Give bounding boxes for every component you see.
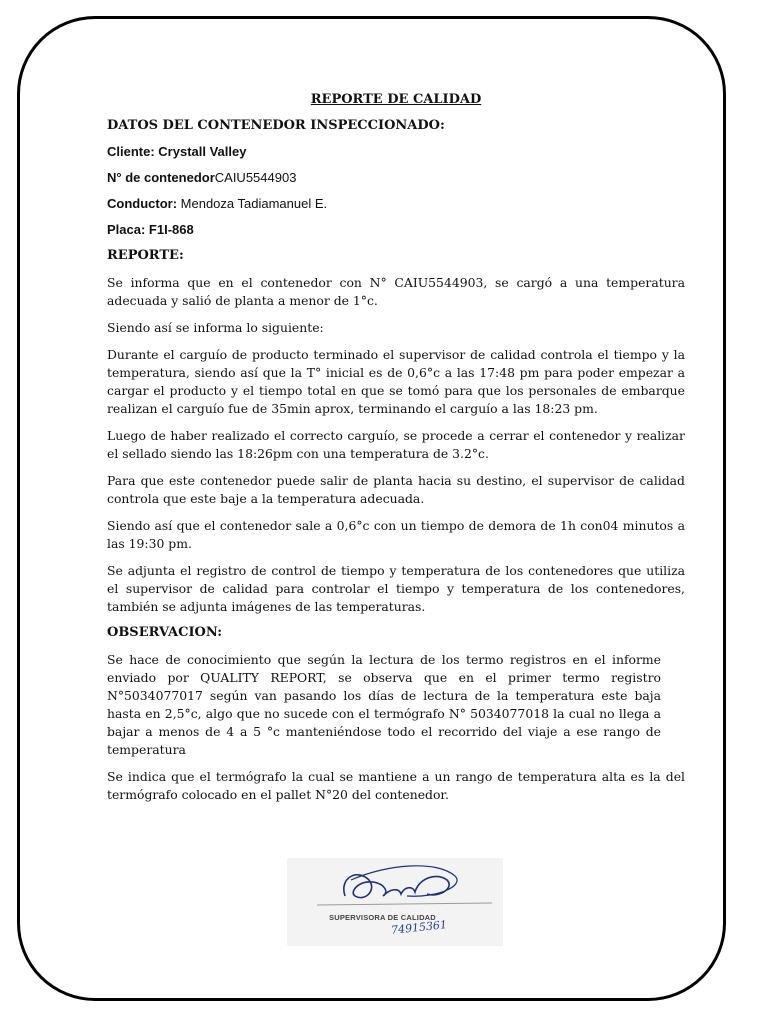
report-paragraph: Se adjunta el registro de control de tiempo y temperatura de los contenedores que utiliza el supervisor de calidad para controlar el tiempo y temperatura de los contenedores, también se adjunta imágenes de las temperaturas. (107, 563, 685, 614)
plate-field (107, 222, 685, 237)
observation-section-heading: OBSERVACION: (107, 625, 223, 640)
report-body (107, 92, 685, 813)
plate-label: Placa: F1I-868 (107, 222, 194, 237)
report-title: REPORTE DE CALIDAD (310, 92, 482, 107)
report-paragraph: Se informa que en el contenedor con N° CAIU5544903, se cargó a una temperatura adecuada y salió de planta a menor de 1°c. (107, 275, 685, 308)
driver-label: Conductor: (107, 196, 178, 211)
signature-stamp (287, 858, 503, 946)
container-number-value: CAIU5544903 (214, 170, 297, 185)
report-paragraph: Siendo así que el contenedor sale a 0,6°c con un tiempo de demora de 1h con04 minutos a las 19:30 pm. (107, 518, 685, 551)
container-number-field (107, 170, 685, 185)
report-section-heading: REPORTE: (107, 248, 184, 263)
observation-paragraph: Se hace de conocimiento que según la lectura de los termo registros en el informe enviado por QUALITY REPORT, se observa que en el primer termo registro N°5034077017 según van pasando los días de lectura de la temperatura este baja hasta en 2,5°c, algo que no sucede con el termógrafo N° 5034077018 la cual no llega a bajar a menos de 4 a 5 °c manteniéndose todo el recorrido del viaje a ese rango de temperatura (107, 652, 661, 757)
observation-paragraph: Se indica que el termógrafo la cual se mantiene a un rango de temperatura alta es la del termógrafo colocado en el pallet N°20 del contenedor. (107, 769, 685, 802)
container-number-label: N° de contenedor (107, 170, 215, 185)
report-paragraph: Durante el carguío de producto terminado el supervisor de calidad controla el tiempo y la temperatura, siendo así que la T° inicial es de 0,6°c a las 17:48 pm para poder empezar a cargar el producto y el tiempo total en que se tomó para que los personales de embarque realizan el carguío fue de 35min aprox, terminando el carguío a las 18:23 pm. (107, 347, 685, 416)
driver-value: Mendoza Tadiamanuel E. (177, 196, 328, 211)
client-label: Cliente: Crystall Valley (107, 144, 247, 159)
report-paragraph: Luego de haber realizado el correcto carguío, se procede a cerrar el contenedor y realizar el sellado siendo las 18:26pm con una temperatura de 3.2°c. (107, 428, 685, 461)
container-section-heading: DATOS DEL CONTENEDOR INSPECCIONADO: (107, 118, 445, 133)
signature-title: SUPERVISORA DE CALIDAD (329, 913, 436, 922)
client-field (107, 144, 685, 159)
signature-number: 74915361 (390, 918, 448, 937)
report-paragraph: Siendo así se informa lo siguiente: (107, 320, 324, 335)
driver-field (107, 196, 685, 211)
report-paragraph: Para que este contenedor puede salir de planta hacia su destino, el supervisor de calidad controla que este baje a la temperatura adecuada. (107, 473, 685, 506)
